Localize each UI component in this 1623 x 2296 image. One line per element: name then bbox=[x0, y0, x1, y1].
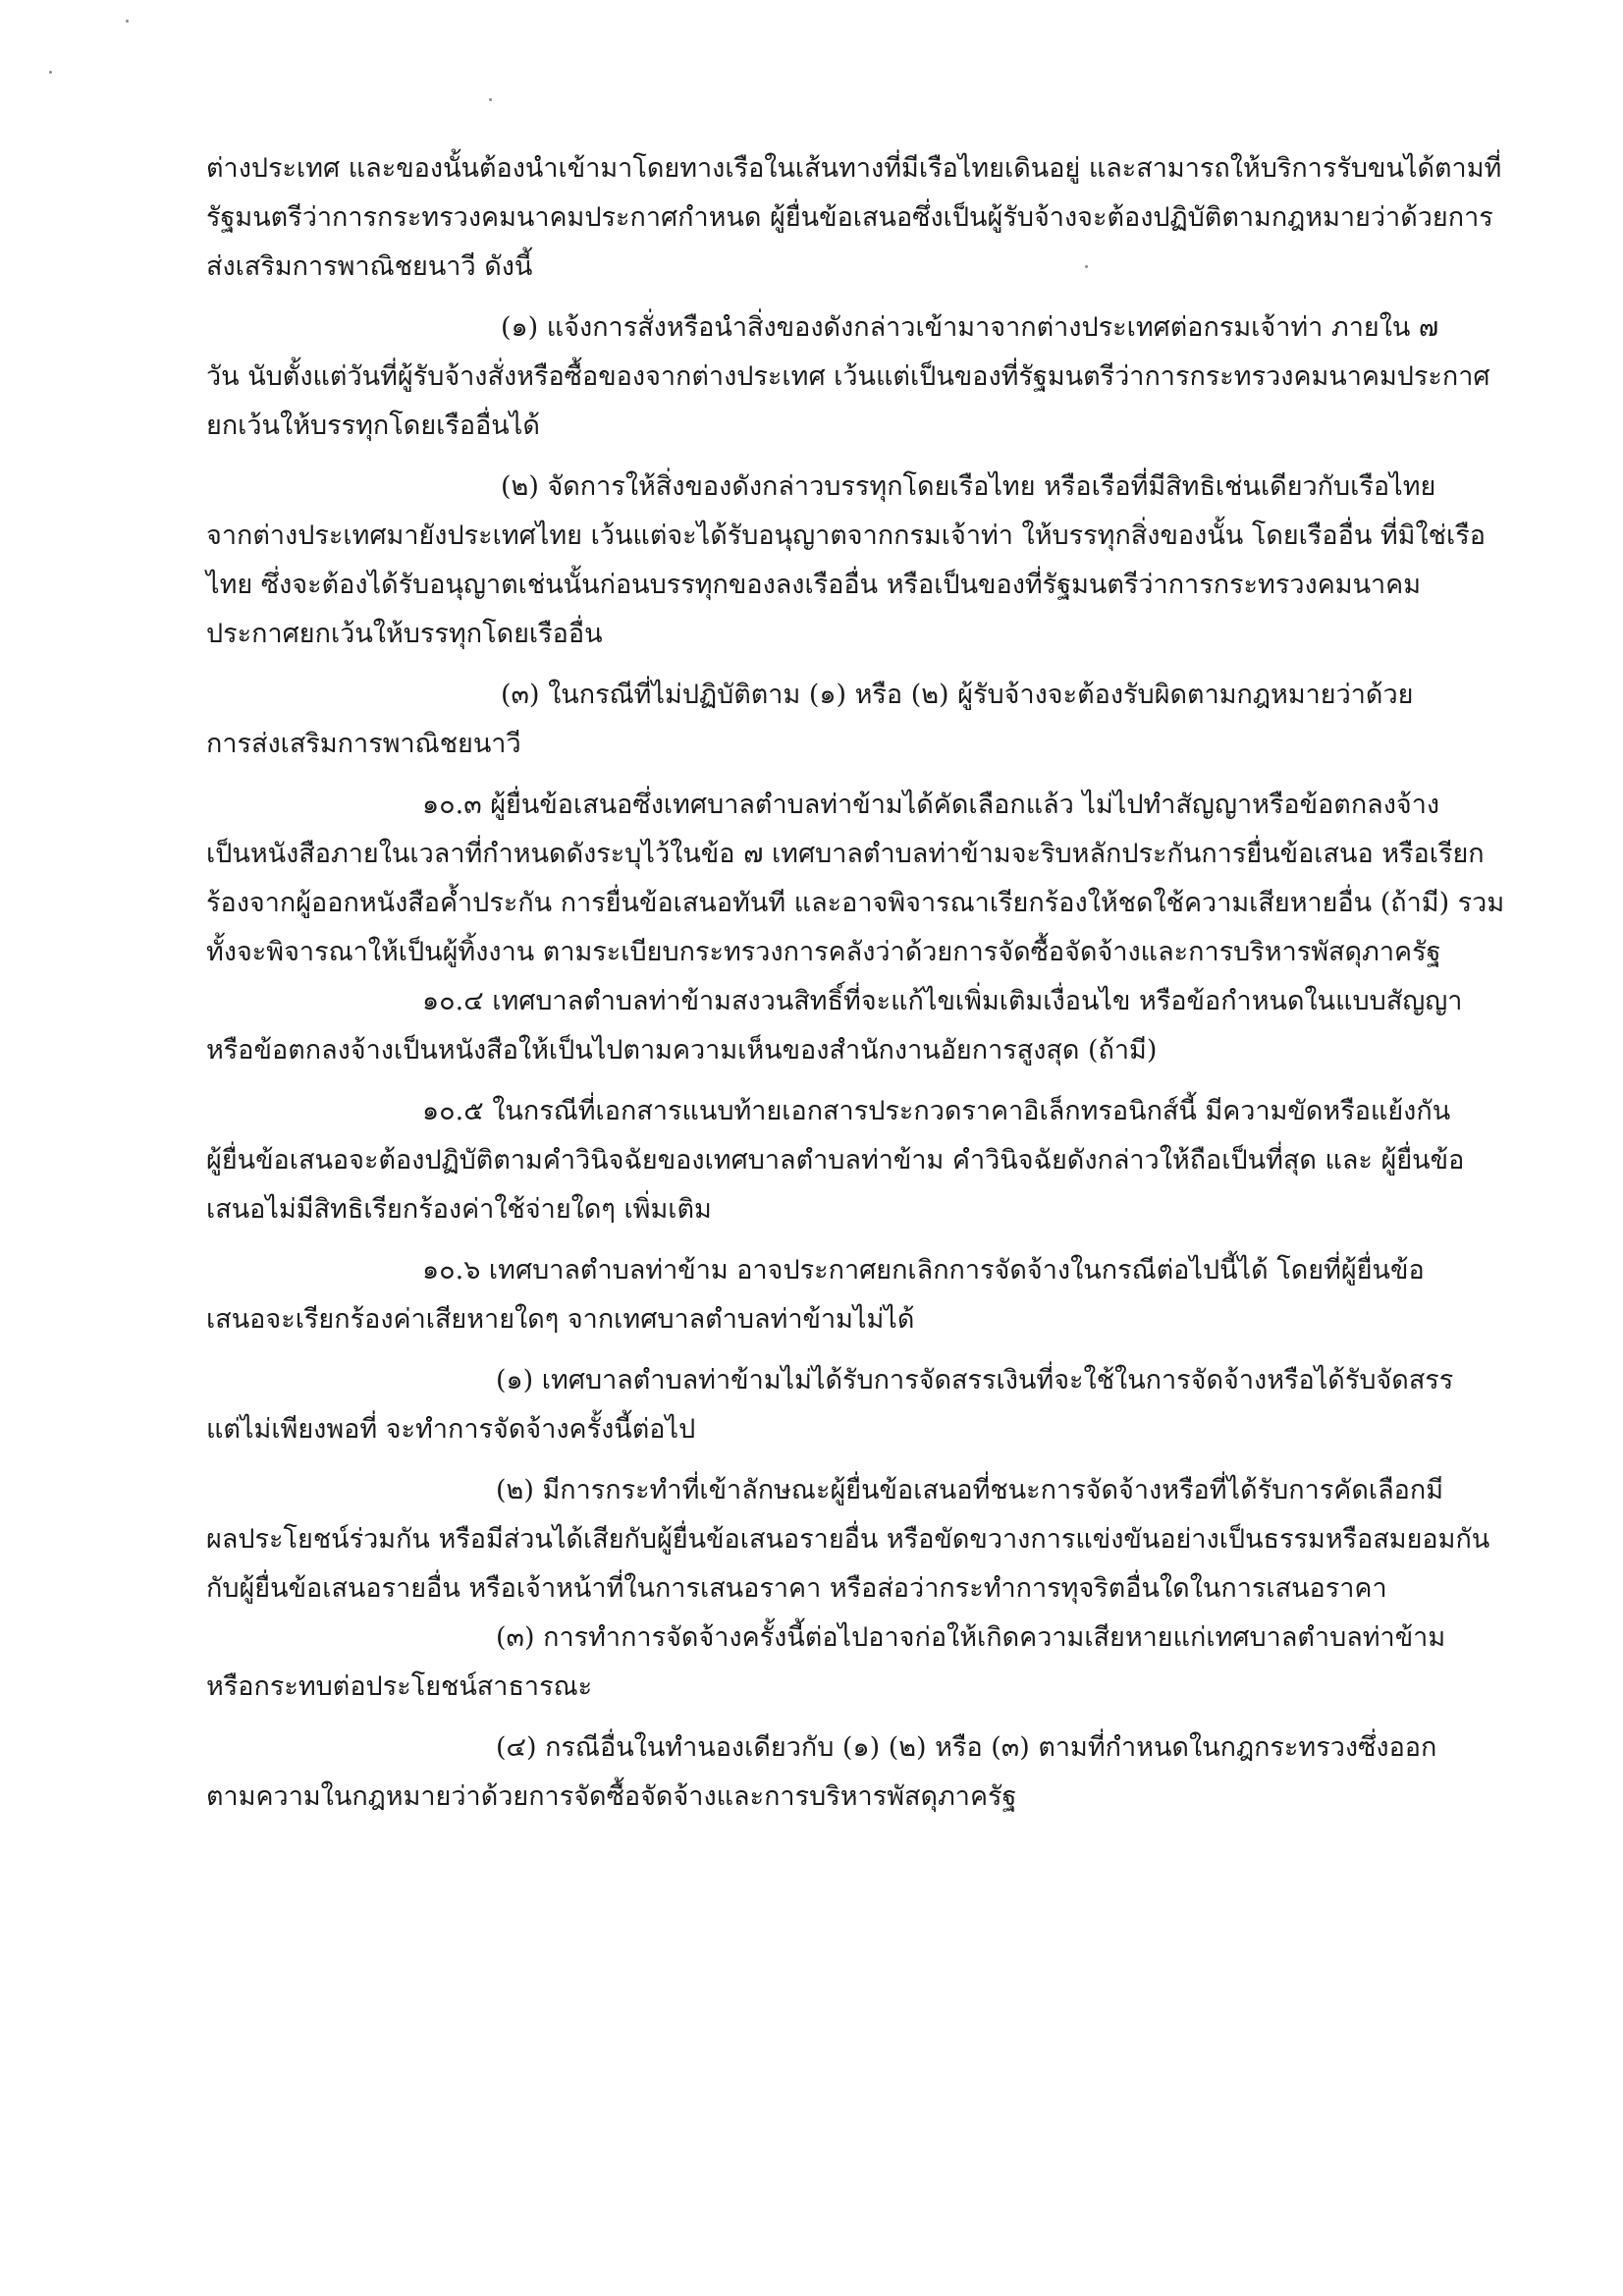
text-line: รัฐมนตรีว่าการกระทรวงคมนาคมประกาศกำหนด ผู้ยื่นข้อเสนอซึ่งเป็นผู้รับจ้างจะต้องปฏิบัติตามกฎหมายว่าด้วยการ bbox=[206, 202, 1493, 233]
text-line: เป็นหนังสือภายในเวลาที่กำหนดดังระบุไว้ในข้อ ๗ เทศบาลตำบลท่าข้ามจะริบหลักประกันการยื่นข้อเสนอ หรือเรียก bbox=[206, 839, 1485, 869]
text-line: ต่างประเทศ และของนั้นต้องนำเข้ามาโดยทางเรือในเส้นทางที่มีเรือไทยเดินอยู่ และสามารถให้บริการรับขนได้ตามที่ bbox=[206, 153, 1502, 184]
text-line: ผลประโยชน์ร่วมกัน หรือมีส่วนได้เสียกับผู้ยื่นข้อเสนอรายอื่น หรือขัดขวางการแข่งขันอย่างเป็นธรรมหรือสมยอมกัน bbox=[206, 1524, 1490, 1555]
clause-item-2: (๒) จัดการให้สิ่งของดังกล่าวบรรทุกโดยเรือไทย หรือเรือที่มีสิทธิเช่นเดียวกับเรือไทย bbox=[501, 471, 1436, 502]
clause-cancel-4: (๔) กรณีอื่นในทำนองเดียวกับ (๑) (๒) หรือ (๓) ตามที่กำหนดในกฎกระทรวงซึ่งออก bbox=[496, 1732, 1437, 1763]
clause-cancel-3: (๓) การทำการจัดจ้างครั้งนี้ต่อไปอาจก่อให้เกิดความเสียหายแก่เทศบาลตำบลท่าข้าม bbox=[496, 1622, 1446, 1653]
text-line: จากต่างประเทศมายังประเทศไทย เว้นแต่จะได้รับอนุญาตจากกรมเจ้าท่า ให้บรรทุกสิ่งของนั้น โดยเรืออื่น ที่มิใช่เรือ bbox=[206, 520, 1486, 551]
scan-speck bbox=[49, 71, 52, 74]
text-line: วัน นับตั้งแต่วันที่ผู้รับจ้างสั่งหรือซื้อของจากต่างประเทศ เว้นแต่เป็นของที่รัฐมนตรีว่าการกระทรวงคมนาคมประกาศ bbox=[206, 361, 1490, 392]
clause-item-1: (๑) แจ้งการสั่งหรือนำสิ่งของดังกล่าวเข้ามาจากต่างประเทศต่อกรมเจ้าท่า ภายใน ๗ bbox=[501, 312, 1439, 343]
section-10-5: ๑๐.๕ ในกรณีที่เอกสารแนบท้ายเอกสารประกวดราคาอิเล็กทรอนิกส์นี้ มีความขัดหรือแย้งกัน bbox=[422, 1096, 1451, 1126]
text-line: ส่งเสริมการพาณิชยนาวี ดังนี้ bbox=[206, 251, 533, 282]
section-10-4: ๑๐.๔ เทศบาลตำบลท่าข้ามสงวนสิทธิ์ที่จะแก้ไขเพิ่มเติมเงื่อนไข หรือข้อกำหนดในแบบสัญญา bbox=[422, 986, 1463, 1016]
text-line: ทั้งจะพิจารณาให้เป็นผู้ทิ้งงาน ตามระเบียบกระทรวงการคลังว่าด้วยการจัดซื้อจัดจ้างและการบริหารพัสดุภาครัฐ bbox=[206, 937, 1441, 967]
clause-cancel-1: (๑) เทศบาลตำบลท่าข้ามไม่ได้รับการจัดสรรเงินที่จะใช้ในการจัดจ้างหรือได้รับจัดสรร bbox=[496, 1365, 1454, 1395]
section-10-3: ๑๐.๓ ผู้ยื่นข้อเสนอซึ่งเทศบาลตำบลท่าข้ามได้คัดเลือกแล้ว ไม่ไปทำสัญญาหรือข้อตกลงจ้าง bbox=[422, 790, 1440, 820]
text-line: หรือกระทบต่อประโยชน์สาธารณะ bbox=[206, 1671, 593, 1702]
scan-speck bbox=[126, 20, 129, 23]
text-line: ผู้ยื่นข้อเสนอจะต้องปฏิบัติตามคำวินิจฉัยของเทศบาลตำบลท่าข้าม คำวินิจฉัยดังกล่าวให้ถือเป็นที่สุด และ ผู้ยื่นข้อ bbox=[206, 1145, 1465, 1175]
text-line: แต่ไม่เพียงพอที่ จะทำการจัดจ้างครั้งนี้ต่อไป bbox=[206, 1414, 696, 1445]
text-line: เสนอจะเรียกร้องค่าเสียหายใดๆ จากเทศบาลตำบลท่าข้ามไม่ได้ bbox=[206, 1304, 915, 1335]
clause-item-3: (๓) ในกรณีที่ไม่ปฏิบัติตาม (๑) หรือ (๒) ผู้รับจ้างจะต้องรับผิดตามกฎหมายว่าด้วย bbox=[501, 680, 1414, 710]
text-line: กับผู้ยื่นข้อเสนอรายอื่น หรือเจ้าหน้าที่ในการเสนอราคา หรือส่อว่ากระทำการทุจริตอื่นใดในการเสนอราคา bbox=[206, 1573, 1387, 1604]
text-line: เสนอไม่มีสิทธิเรียกร้องค่าใช้จ่ายใดๆ เพิ่มเติม bbox=[206, 1194, 712, 1225]
clause-cancel-2: (๒) มีการกระทำที่เข้าลักษณะผู้ยื่นข้อเสนอที่ชนะการจัดจ้างหรือที่ได้รับการคัดเลือกมี bbox=[496, 1475, 1444, 1505]
text-line: ยกเว้นให้บรรทุกโดยเรืออื่นได้ bbox=[206, 410, 540, 441]
text-line: ร้องจากผู้ออกหนังสือค้ำประกัน การยื่นข้อเสนอทันที และอาจพิจารณาเรียกร้องให้ชดใช้ความเสียหายอื่น (ถ้ามี) รวม bbox=[206, 888, 1505, 918]
section-10-6: ๑๐.๖ เทศบาลตำบลท่าข้าม อาจประกาศยกเลิกการจัดจ้างในกรณีต่อไปนี้ได้ โดยที่ผู้ยื่นข้อ bbox=[422, 1255, 1425, 1285]
text-line: ประกาศยกเว้นให้บรรทุกโดยเรืออื่น bbox=[206, 619, 603, 649]
text-line: หรือข้อตกลงจ้างเป็นหนังสือให้เป็นไปตามความเห็นของสำนักงานอัยการสูงสุด (ถ้ามี) bbox=[206, 1035, 1158, 1066]
document-body bbox=[206, 147, 1505, 1825]
text-line: การส่งเสริมการพาณิชยนาวี bbox=[206, 729, 521, 759]
text-line: ไทย ซึ่งจะต้องได้รับอนุญาตเช่นนั้นก่อนบรรทุกของลงเรืออื่น หรือเป็นของที่รัฐมนตรีว่าการกระทรวงคมนาคม bbox=[206, 570, 1422, 600]
scan-speck bbox=[489, 98, 492, 101]
text-line: ตามความในกฎหมายว่าด้วยการจัดซื้อจัดจ้างและการบริหารพัสดุภาครัฐ bbox=[206, 1781, 1017, 1812]
